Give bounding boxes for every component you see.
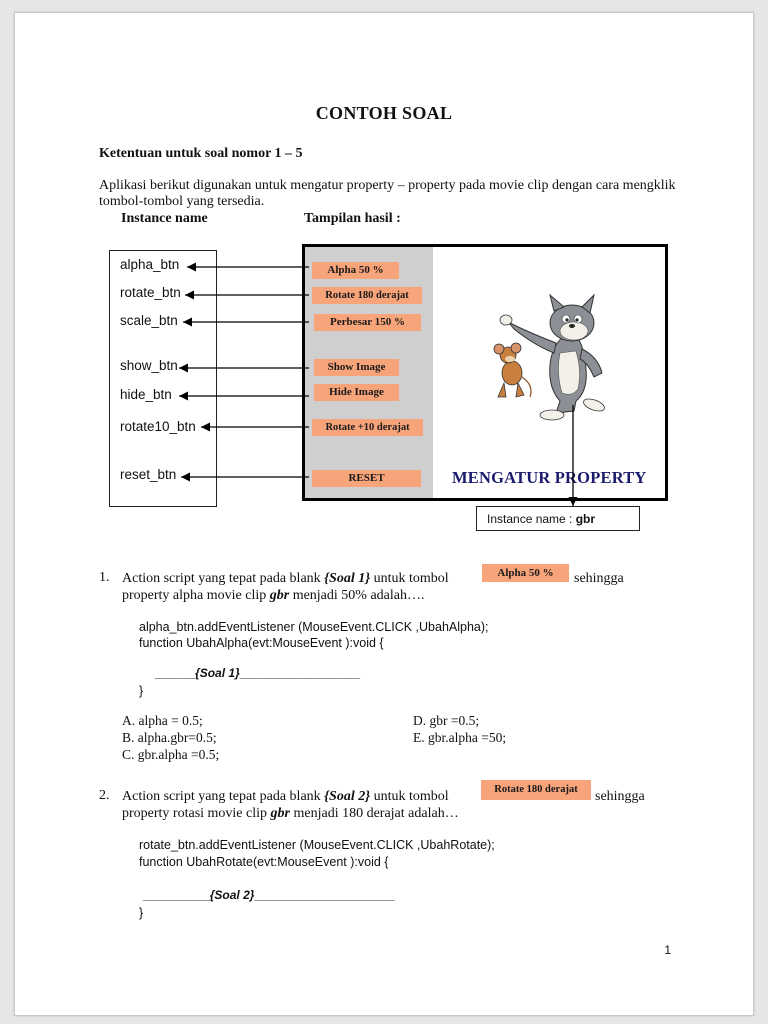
q2-line2 [122,805,459,822]
q1-option-c: C. gbr.alpha =0.5; [122,747,220,762]
q1-line2-text: property alpha movie clip [122,588,270,603]
q2-code-close: } [139,906,144,920]
intro-paragraph: Aplikasi berikut digunakan untuk mengatur property – property pada movie clip dengan cara mengklik tombol-tombol yang tersedia. [99,178,676,209]
gbr-instance-label [476,506,640,531]
q1-number: 1. [99,570,110,585]
q2-line1 [122,788,449,805]
scale-150-button[interactable]: Perbesar 150 % [314,314,421,331]
reset-button[interactable]: RESET [312,470,421,487]
q2-line2-post: menjadi 180 derajat adalah… [289,806,459,821]
q2-number: 2. [99,788,110,803]
q1-blank-ref: {Soal 1} [324,571,371,586]
q1-code-line2: function UbahAlpha(evt:MouseEvent ):void { [139,636,384,650]
q2-text-post: untuk tombol [370,789,449,804]
hide-image-button[interactable]: Hide Image [314,384,399,401]
q2-blank-label: {Soal 2} [209,888,255,902]
q1-code-line1: alpha_btn.addEventListener (MouseEvent.CLICK ,UbahAlpha); [139,620,489,634]
q1-line2-post: menjadi 50% adalah…. [289,588,425,603]
page-number: 1 [664,943,671,957]
q1-option-e: E. gbr.alpha =50; [413,730,507,745]
q2-line1-end: sehingga [595,789,645,804]
q1-gbr: gbr [269,588,290,603]
q2-rotate-button: Rotate 180 derajat [481,780,591,800]
q2-blank-pre: __________ [143,888,210,902]
rotate-180-button[interactable]: Rotate 180 derajat [312,287,422,304]
result-header: Tampilan hasil : [304,211,401,226]
instance-scale-btn: scale_btn [120,313,178,328]
q1-blank-label: {Soal 1} [195,666,240,680]
q1-code-close: } [139,684,144,698]
instance-hide-btn: hide_btn [120,387,172,402]
document-page [14,12,754,1016]
q1-option-d: D. gbr =0.5; [413,713,480,728]
q2-blank-post: _____________________ [254,888,395,902]
section-subtitle: Ketentuan untuk soal nomor 1 – 5 [99,146,303,161]
instance-show-btn: show_btn [120,358,178,373]
q1-blank-pre: ______ [155,666,196,680]
gbr-label-name: gbr [575,512,596,526]
q1-blank-post: __________________ [239,666,360,680]
q2-line2-text: property rotasi movie clip [122,806,271,821]
alpha-50-button[interactable]: Alpha 50 % [312,262,399,279]
q1-option-b: B. alpha.gbr=0.5; [122,730,217,745]
q1-text-post: untuk tombol [370,571,449,586]
q2-code-line1: rotate_btn.addEventListener (MouseEvent.CLICK ,UbahRotate); [139,838,495,852]
q2-code-line2: function UbahRotate(evt:MouseEvent ):void { [139,855,389,869]
instance-name-header: Instance name [121,211,208,226]
preview-title: MENGATUR PROPERTY [452,468,647,487]
gbr-label-prefix: Instance name : [487,512,576,526]
q1-text: Action script yang tepat pada blank [122,571,325,586]
instance-alpha-btn: alpha_btn [120,257,180,272]
q1-blank-line [155,666,360,680]
q1-option-a: A. alpha = 0.5; [122,713,203,728]
q2-text: Action script yang tepat pada blank [122,789,325,804]
q1-line2 [122,587,424,604]
instance-rotate-btn: rotate_btn [120,285,181,300]
q1-line1-end: sehingga [574,571,624,586]
q1-line1 [122,570,449,587]
q2-blank-ref: {Soal 2} [324,789,371,804]
show-image-button[interactable]: Show Image [314,359,399,376]
q1-alpha-button: Alpha 50 % [482,564,569,582]
instance-reset-btn: reset_btn [120,467,177,482]
q2-blank-line [143,888,395,902]
instance-rotate10-btn: rotate10_btn [120,419,196,434]
page-title: CONTOH SOAL [315,103,453,123]
q2-gbr: gbr [270,806,290,821]
rotate-plus10-button[interactable]: Rotate +10 derajat [312,419,423,436]
